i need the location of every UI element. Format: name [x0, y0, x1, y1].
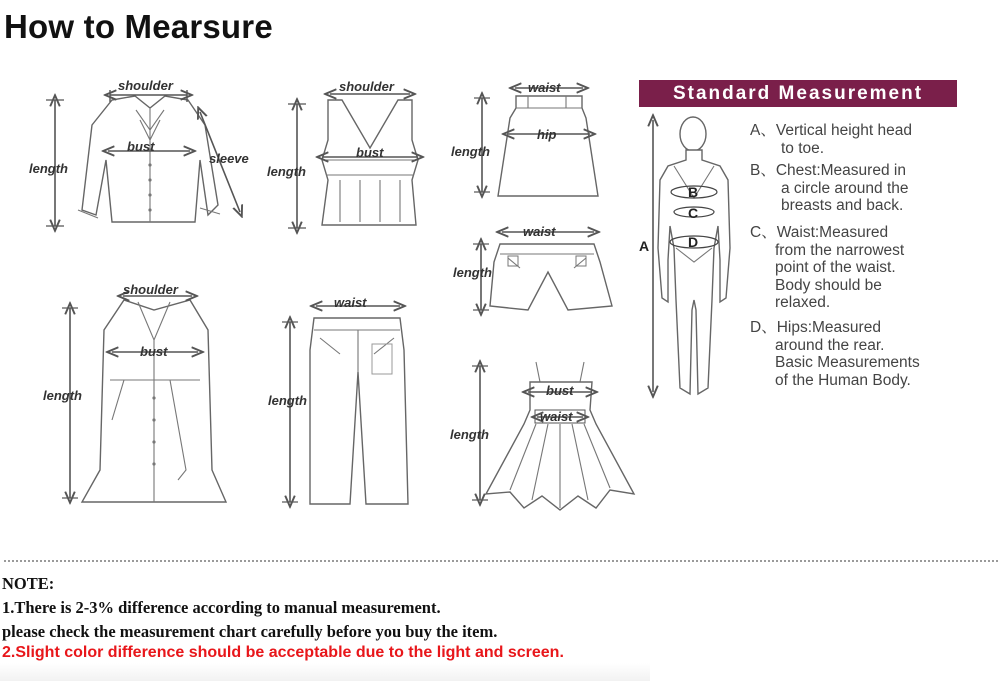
desc-a	[750, 122, 912, 157]
desc-a-key: A、	[750, 122, 776, 139]
skirt-diagram	[451, 80, 598, 196]
label-length: length	[267, 164, 306, 179]
marker-c: C	[688, 205, 699, 221]
desc-a-line: to toe.	[781, 139, 825, 157]
label-waist: waist	[523, 224, 556, 239]
note-line-1: 1.There is 2-3% difference according to manual measurement.	[2, 598, 441, 617]
label-waist: waist	[528, 80, 561, 95]
desc-d-line: of the Human Body.	[775, 371, 911, 389]
blouse-diagram	[29, 78, 249, 226]
page-title: How to Mearsure	[4, 8, 273, 45]
desc-d-line: Basic Measurements	[775, 354, 920, 371]
label-length: length	[43, 388, 82, 403]
marker-a: A	[639, 238, 650, 254]
desc-c-line: relaxed.	[775, 294, 831, 311]
bottom-shade	[0, 663, 650, 681]
desc-c-line: Waist:Measured	[776, 224, 889, 241]
label-shoulder: shoulder	[118, 78, 173, 93]
dress-diagram	[450, 362, 634, 510]
label-hip: hip	[537, 127, 557, 142]
desc-b-key: B、	[750, 162, 776, 179]
label-sleeve: sleeve	[209, 151, 249, 166]
note-line-2: please check the measurement chart carefully before you buy the item.	[2, 622, 498, 641]
desc-a-line: Vertical height head	[775, 122, 912, 139]
label-length: length	[453, 265, 492, 280]
label-waist-boxed: waist	[540, 409, 573, 424]
desc-d	[750, 319, 920, 389]
desc-d-key: D、	[750, 319, 777, 336]
shorts-diagram	[453, 224, 612, 310]
desc-d-line: Hips:Measured	[776, 319, 881, 336]
desc-d-line: around the rear.	[775, 336, 885, 354]
label-length: length	[451, 144, 490, 159]
desc-c-line: point of the waist.	[775, 259, 896, 276]
label-length: length	[29, 161, 68, 176]
label-bust: bust	[546, 383, 574, 398]
note-line-3: 2.Slight color difference should be acceptable due to the light and screen.	[2, 644, 564, 661]
desc-b-line: breasts and back.	[781, 197, 904, 214]
desc-c-line: Body should be	[775, 276, 882, 294]
marker-b: B	[688, 184, 699, 200]
marker-d: D	[688, 234, 699, 250]
desc-c	[750, 224, 904, 312]
label-length: length	[450, 427, 489, 442]
desc-b	[750, 162, 909, 215]
desc-c-line: from the narrowest	[775, 241, 905, 259]
label-bust: bust	[140, 344, 168, 359]
trousers-diagram	[268, 295, 408, 504]
coat-diagram	[43, 282, 226, 502]
label-bust: bust	[356, 145, 384, 160]
desc-b-line: Chest:Measured in	[775, 162, 906, 179]
note-heading: NOTE:	[2, 574, 55, 593]
desc-b-line: a circle around the	[781, 179, 909, 197]
label-waist: waist	[334, 295, 367, 310]
label-length: length	[268, 393, 307, 408]
label-shoulder: shoulder	[123, 282, 178, 297]
tank-top-diagram	[267, 79, 418, 228]
body-figure	[639, 117, 730, 394]
standard-measurement-banner: Standard Measurement	[639, 80, 957, 107]
label-shoulder: shoulder	[339, 79, 394, 94]
desc-c-key: C、	[750, 224, 777, 241]
label-bust: bust	[127, 139, 155, 154]
dotted-divider	[4, 560, 998, 562]
